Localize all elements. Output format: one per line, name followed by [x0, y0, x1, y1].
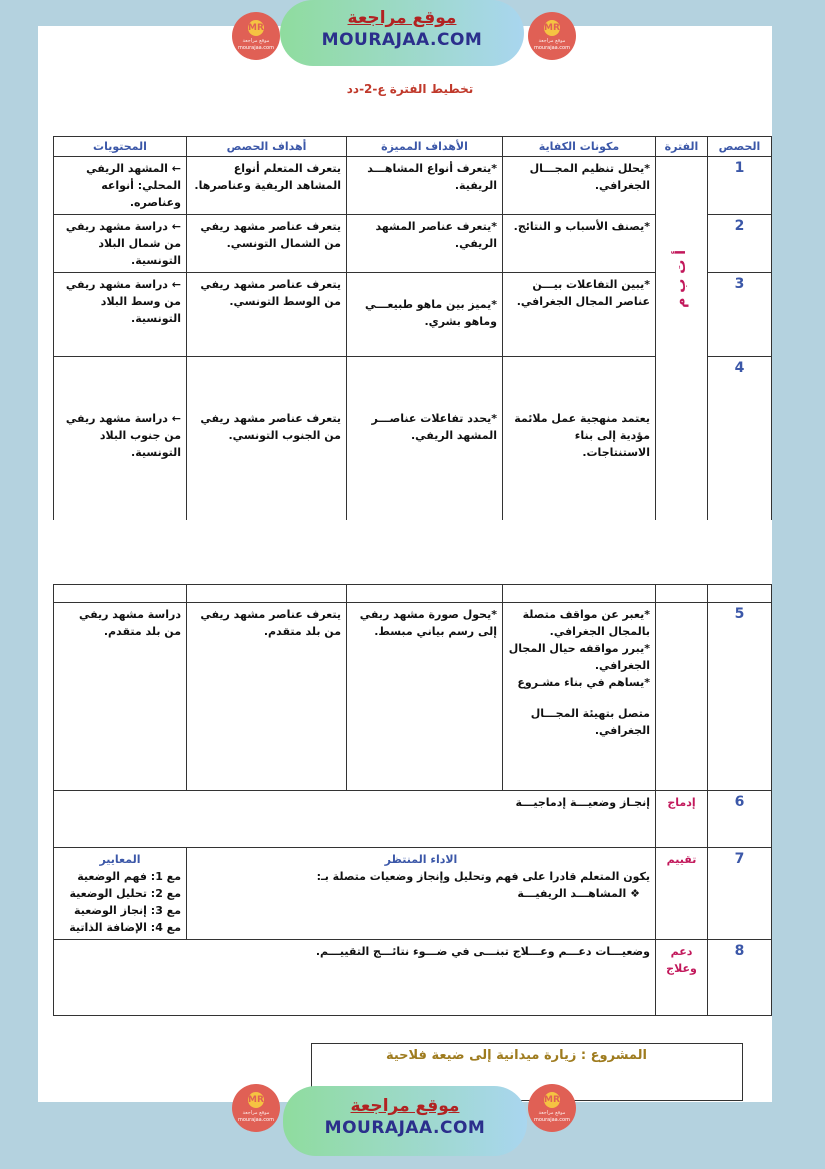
brand-badge-arabic: موقع مراجعة: [538, 38, 566, 44]
brand-badge-left-top: [232, 12, 280, 60]
distinct-goal-text: *يميز بين ماهو طبيعـــي وماهو بشري.: [364, 298, 497, 328]
content-cell: ← المشهد الريفي المحلي: أنواعه وعناصره.: [54, 157, 187, 215]
brand-badge-mark: MRJ: [544, 1092, 560, 1108]
content-cell: ← دراسة مشهد ريفي من شمال البلاد التونسية.: [54, 215, 187, 273]
brand-name-arabic: موقع مراجعة: [347, 8, 457, 28]
distinct-goal-cell: [347, 357, 503, 527]
competence-cell: *يبين التفاعلات بيـــن عناصر المجال الجغرافي.: [503, 273, 656, 357]
document-title: تخطيط الفترة ع-2-دد: [346, 82, 474, 96]
header-contents: المحتويات: [54, 137, 187, 157]
brand-badge-arabic: موقع مراجعة: [538, 1110, 566, 1116]
distinct-goal-cell: *يتعرف عناصر المشهد الريفي.: [347, 215, 503, 273]
brand-badge-mark: MRJ: [248, 20, 264, 36]
brand-name-latin: MOURAJAA.COM: [321, 30, 483, 50]
brand-badge-latin: mourajaa.com: [533, 1117, 570, 1123]
brand-logo-top[interactable]: [280, 0, 524, 66]
competence-line: متصل بتهيئة المجـــال الجغرافي.: [530, 707, 650, 737]
remediation-text: وضعيـــات دعـــم وعـــلاج تبنـــى في ضـــوء نتائـــج التقييـــم.: [54, 940, 656, 1016]
distinct-goal-cell: *يتعرف أنواع المشاهـــد الريفية.: [347, 157, 503, 215]
content-cell: دراسة مشهد ريفي من بلد متقدم.: [54, 603, 187, 791]
table-row: [54, 157, 772, 215]
period-cell: [656, 603, 708, 791]
session-goal-cell: [187, 357, 347, 527]
period-label: إدماج: [656, 791, 708, 848]
header-competence: مكونات الكفاية: [503, 137, 656, 157]
distinct-goal-cell: *يحول صورة مشهد ريفي إلى رسم بياني مبسط.: [347, 603, 503, 791]
distinct-goal-text: *يحدد تفاعلات عناصـــر المشهد الريفي.: [371, 412, 497, 442]
brand-badge-arabic: موقع مراجعة: [242, 1110, 270, 1116]
criterion-item: مع 2: تحليل الوضعية: [69, 887, 181, 900]
brand-badge-left-bottom: [232, 1084, 280, 1132]
competence-line: *يساهم في بناء مشـروع: [517, 676, 650, 689]
session-goal-cell: يتعرف عناصر مشهد ريفي من الوسط التونسي.: [187, 273, 347, 357]
page-break-gap: [38, 520, 772, 582]
header-sessions: الحصص: [708, 137, 772, 157]
brand-badge-mark: MRJ: [248, 1092, 264, 1108]
distinct-goal-cell: [347, 273, 503, 357]
brand-badge-mark: MRJ: [544, 20, 560, 36]
content-cell: [54, 357, 187, 527]
criterion-item: مع 1: فهم الوضعية: [77, 870, 181, 883]
performance-title: الاداء المنتظر: [384, 853, 458, 866]
period-label: تقييم: [656, 848, 708, 940]
table-header-row: [54, 137, 772, 157]
brand-badge-right-bottom: [528, 1084, 576, 1132]
performance-item: ❖ المشاهـــد الريفيـــة: [517, 887, 640, 900]
brand-badge-arabic: موقع مراجعة: [242, 38, 270, 44]
competence-line: *يبرر مواقفه حيال المجال الجغرافي.: [508, 642, 650, 672]
project-text: المشروع : زيارة ميدانية إلى ضيعة فلاحية: [385, 1048, 647, 1063]
performance-text: يكون المتعلم قادرا على فهم وتحليل وإنجاز وضعيات متصلة بـ:: [316, 870, 650, 883]
session-goal-cell: يتعرف المتعلم أنواع المشاهد الريفية وعناصرها.: [187, 157, 347, 215]
session-number: 2: [708, 215, 772, 273]
period-label: دعم وعلاج: [656, 940, 708, 1016]
table-row: [54, 848, 772, 940]
session-number: 5: [708, 603, 772, 791]
table-row: [54, 940, 772, 1016]
header-session-goals: أهداف الحصص: [187, 137, 347, 157]
brand-name-arabic: موقع مراجعة: [350, 1096, 460, 1116]
session-goal-cell: يتعرف عناصر مشهد ريفي من الشمال التونسي.: [187, 215, 347, 273]
table-row: [54, 791, 772, 848]
competence-cell: *يحلل تنظيم المجـــال الجغرافي.: [503, 157, 656, 215]
criteria-cell: [54, 848, 187, 940]
period-label: أ ت ب م: [673, 250, 689, 308]
competence-line: *يعبر عن مواقف متصلة بالمجال الجغرافي.: [522, 608, 650, 638]
brand-logo-bottom[interactable]: [283, 1086, 527, 1156]
competence-cell: [503, 603, 656, 791]
period-cell: [656, 157, 708, 527]
integration-text: إنجـاز وضعيـــة إدماجيـــة: [54, 791, 656, 848]
brand-name-latin: MOURAJAA.COM: [324, 1118, 486, 1138]
session-number: 1: [708, 157, 772, 215]
planning-table-top: [53, 136, 772, 527]
header-distinct-goals: الأهداف المميزة: [347, 137, 503, 157]
table-row: [54, 603, 772, 791]
session-goal-text: يتعرف عناصر مشهد ريفي من الجنوب التونسي.: [200, 412, 341, 442]
content-text: ← دراسة مشهد ريفي من جنوب البلاد التونسية.: [65, 412, 181, 459]
brand-badge-latin: mourajaa.com: [237, 45, 274, 51]
competence-cell: *يصنف الأسباب و النتائج.: [503, 215, 656, 273]
session-number: 6: [708, 791, 772, 848]
session-number: 7: [708, 848, 772, 940]
criterion-item: مع 3: إنجاز الوضعية: [74, 904, 181, 917]
session-goal-cell: يتعرف عناصر مشهد ريفي من بلد متقدم.: [187, 603, 347, 791]
content-cell: ← دراسة مشهد ريفي من وسط البلاد التونسية.: [54, 273, 187, 357]
criterion-item: مع 4: الإضافة الذاتية: [69, 921, 181, 934]
planning-table-bottom: [53, 584, 772, 1016]
session-number: 8: [708, 940, 772, 1016]
table-empty-row: [54, 585, 772, 603]
brand-badge-right-top: [528, 12, 576, 60]
session-number: 4: [708, 357, 772, 527]
criteria-title: المعايير: [99, 853, 141, 866]
competence-text: يعتمد منهجية عمل ملائمة مؤدية إلى بناء الاستنتاجات.: [514, 412, 650, 459]
competence-cell: [503, 357, 656, 527]
session-number: 3: [708, 273, 772, 357]
brand-badge-latin: mourajaa.com: [533, 45, 570, 51]
brand-badge-latin: mourajaa.com: [237, 1117, 274, 1123]
performance-cell: [187, 848, 656, 940]
header-period: الفترة: [656, 137, 708, 157]
